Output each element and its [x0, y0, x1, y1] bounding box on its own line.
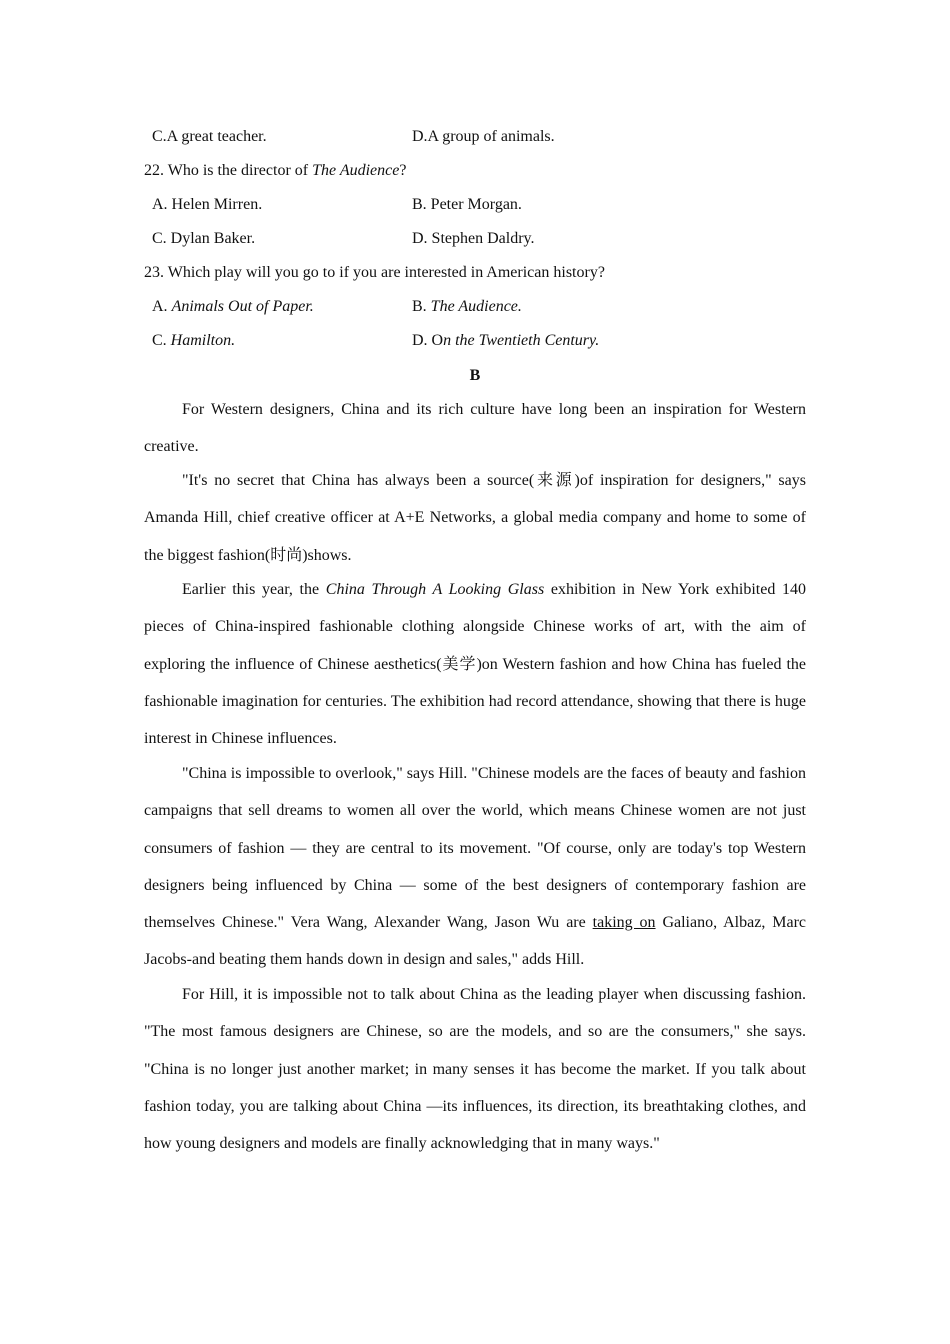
q22-option-a: A. Helen Mirren. — [152, 196, 263, 213]
q22-option-c: C. Dylan Baker. — [152, 230, 256, 247]
q23-option-c-prefix: C. — [152, 332, 171, 349]
q23-option-b-title: The Audience. — [430, 298, 522, 315]
q22-stem — [144, 161, 406, 181]
p4-prefix: "China is impossible to overlook," says Hill. "Chinese models are the faces of beauty and fashion campaigns that sell dreams to women all over the world, which means Chinese women are not just consumers of fashion — they are central to its movement. "Of course, only are today's top Western designers being influenced by China — some of the best designers of contemporary fashion are themselves Chinese." Vera Wang, Alexander Wang, Jason Wu are — [144, 765, 806, 932]
underlined-phrase: taking on — [592, 914, 656, 932]
q23-option-b-prefix: B. — [412, 298, 431, 315]
passage-paragraph-3 — [144, 571, 806, 757]
q23-stem: 23. Which play will you go to if you are interested in American history? — [144, 264, 605, 281]
q23-option-a — [152, 297, 314, 317]
q23-option-b — [412, 297, 522, 317]
q22-option-d: D. Stephen Daldry. — [412, 230, 535, 247]
p3-prefix: Earlier this year, the — [182, 581, 326, 598]
passage-paragraph-2: "It's no secret that China has always been a source(来源)of inspiration for designers," says Amanda Hill, chief creative officer at A+E Networks, a global media company and home to some of the biggest fashion(时尚)shows. — [144, 472, 806, 564]
q23-option-a-prefix: A. — [152, 298, 172, 315]
q23-option-c-title: Hamilton. — [170, 332, 236, 349]
p4-suffix: Galiano, Albaz, Marc Jacobs-and beating them hands down in design and sales," adds Hill. — [144, 914, 806, 969]
q21-option-d: D.A group of animals. — [412, 128, 555, 145]
passage-paragraph-5: For Hill, it is impossible not to talk about China as the leading player when discussing fashion. "The most famous designers are Chinese, so are the models, and so are the consumers," she says. "China is no longer just another market; in many senses it has become the market. If you talk about fashion today, you are talking about China —its influences, its direction, its breathtaking clothes, and how young designers and models are finally acknowledging that in many ways." — [144, 986, 806, 1153]
p3-exhibition-title: China Through A Looking Glass — [325, 581, 545, 598]
p3-suffix: exhibition in New York exhibited 140 pieces of China-inspired fashionable clothing alongside Chinese works of art, with the aim of exploring the influence of Chinese aesthetics(美学)on Western fashion and how China has fueled the fashionable imagination for centuries. The exhibition had record attendance, showing that there is huge interest in Chinese influences. — [144, 581, 806, 748]
passage-paragraph-4 — [144, 755, 806, 979]
q23-option-d-prefix: D. O — [412, 332, 444, 349]
q23-option-d-title: n the Twentieth Century. — [443, 332, 600, 349]
q23-option-d — [412, 331, 599, 351]
q23-option-c — [152, 331, 235, 351]
q23-option-a-title: Animals Out of Paper. — [171, 298, 314, 315]
section-b-heading: B — [469, 367, 481, 384]
q22-option-b: B. Peter Morgan. — [412, 196, 522, 213]
passage-paragraph-1: For Western designers, China and its rich culture have long been an inspiration for Western creative. — [144, 401, 806, 456]
q22-stem-title: The Audience — [312, 162, 400, 179]
q21-option-c: C.A great teacher. — [152, 128, 267, 145]
q22-stem-prefix: 22. Who is the director of — [144, 162, 313, 179]
q22-stem-suffix: ? — [399, 162, 407, 179]
